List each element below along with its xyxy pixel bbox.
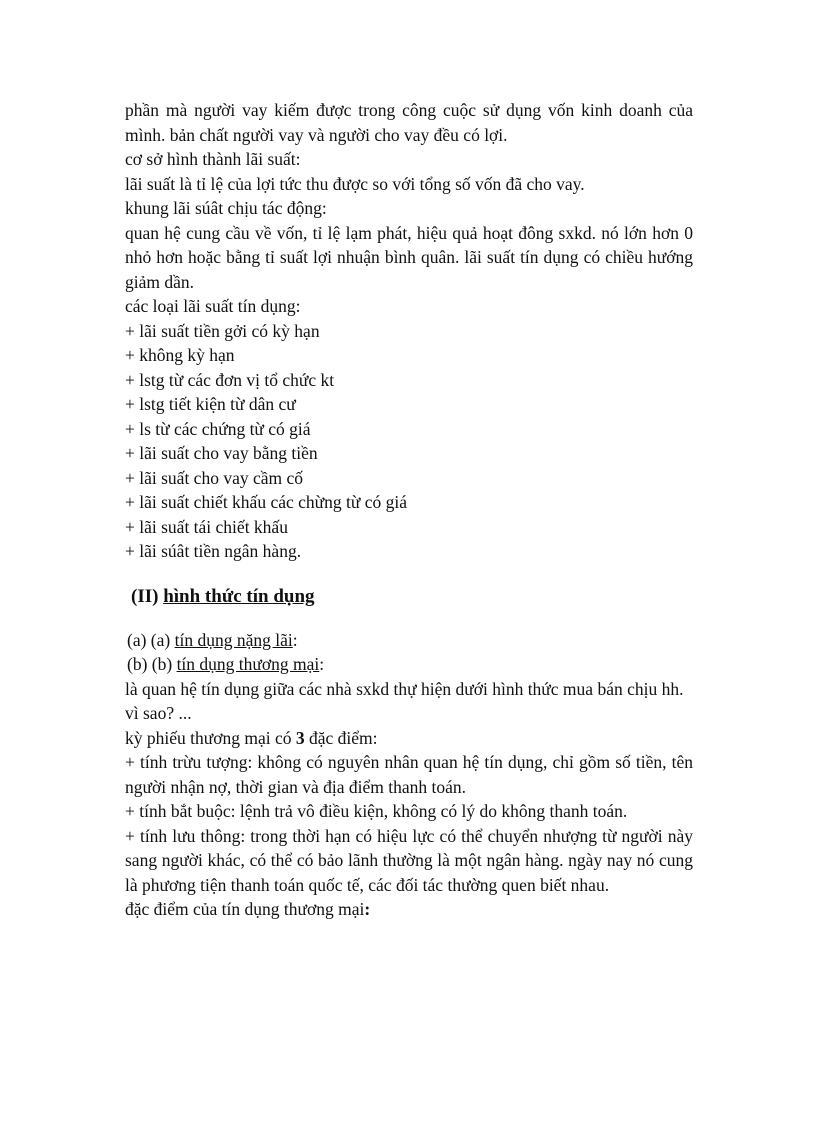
list-item: + lãi suất cho vay cầm cố	[125, 467, 303, 488]
subsection-b	[125, 652, 693, 677]
list-item: + lstg từ các đơn vị tổ chức kt	[125, 369, 335, 390]
section-heading	[125, 584, 693, 610]
line-why-question: vì sao? ...	[125, 703, 192, 723]
paragraph-feature-abstract: + tính trừu tượng: không có nguyên nhân quan hệ tín dụng, chỉ gồm số tiền, tên người nhận nợ, thời gian và địa điểm thanh toán.	[125, 752, 693, 797]
interest-types-list	[125, 319, 693, 564]
paragraph-interest-intro: phần mà người vay kiếm được trong công cuộc sử dụng vốn kinh doanh của mình. bản chất người vay và người cho vay đều có lợi.	[125, 100, 693, 145]
subsection-a	[125, 628, 693, 653]
list-item: + không kỳ hạn	[125, 345, 235, 365]
bold-number: 3	[295, 727, 305, 748]
line-interest-basis-heading: cơ sở hình thành lãi suất:	[125, 149, 301, 169]
line-trade-credit-features-heading	[125, 897, 693, 922]
line-interest-types-heading: các loại lãi suất tín dụng:	[125, 296, 301, 316]
list-item: + ls từ các chứng từ có giá	[125, 418, 311, 439]
line-interest-framework-heading: khung lãi súât chịu tác động:	[125, 198, 327, 218]
paragraph-feature-circulation: + tính lưu thông: trong thời hạn có hiệu lực có thể chuyển nhượng từ người này sang người khác, có thể có bảo lãnh thường là một ngân hàng. ngày nay nó cung là phương tiện thanh toán quốc tế, các đối tác thường quen biết nhau.	[125, 825, 693, 895]
section-number: (II)	[131, 585, 159, 607]
list-item: + lãi suất cho vay bằng tiền	[125, 443, 318, 463]
line-promissory-features-heading	[125, 726, 693, 751]
subsection-a-colon: :	[292, 629, 298, 650]
paragraph-trade-credit-definition: là quan hệ tín dụng giữa các nhà sxkd thự hiện dưới hình thức mua bán chịu hh.	[125, 678, 684, 699]
paragraph-feature-mandatory: + tính bắt buộc: lệnh trả vô điều kiện, không có lý do không thanh toán.	[125, 801, 628, 821]
subsection-b-colon: :	[319, 654, 325, 674]
section-title: hình thức tín dụng	[163, 585, 315, 607]
list-item: + lãi suất tái chiết khấu	[125, 516, 288, 537]
list-item: + lãi suất chiết khấu các chừng từ có giá	[125, 492, 407, 512]
list-item: + lãi súât tiền ngân hàng.	[125, 541, 302, 561]
bold-colon: :	[364, 899, 371, 919]
line-interest-definition: lãi suất là tỉ lệ của lợi tức thu được so với tổng số vốn đã cho vay.	[125, 173, 585, 194]
list-item: + lstg tiết kiện từ dân cư	[125, 394, 296, 414]
text-run: kỳ phiếu thương mại có	[125, 727, 296, 748]
text-run: đặc điểm:	[304, 727, 378, 748]
subsection-b-title: tín dụng thương mại	[176, 654, 320, 674]
subsection-b-prefix: (b) (b)	[127, 654, 173, 674]
document-page	[125, 98, 693, 922]
subsection-a-prefix: (a) (a)	[127, 629, 171, 650]
text-run: đặc điểm của tín dụng thương mại	[125, 899, 365, 919]
paragraph-interest-factors: quan hệ cung cầu về vốn, tỉ lệ lạm phát, hiệu quả hoạt đông sxkd. nó lớn hơn 0 nhỏ hơn hoặc bằng tỉ suất lợi nhuận bình quân. lãi suất tín dụng có chiều hướng giảm dần.	[125, 222, 693, 292]
subsection-a-title: tín dụng nặng lãi	[174, 629, 293, 650]
list-item: + lãi suất tiền gởi có kỳ hạn	[125, 320, 320, 341]
